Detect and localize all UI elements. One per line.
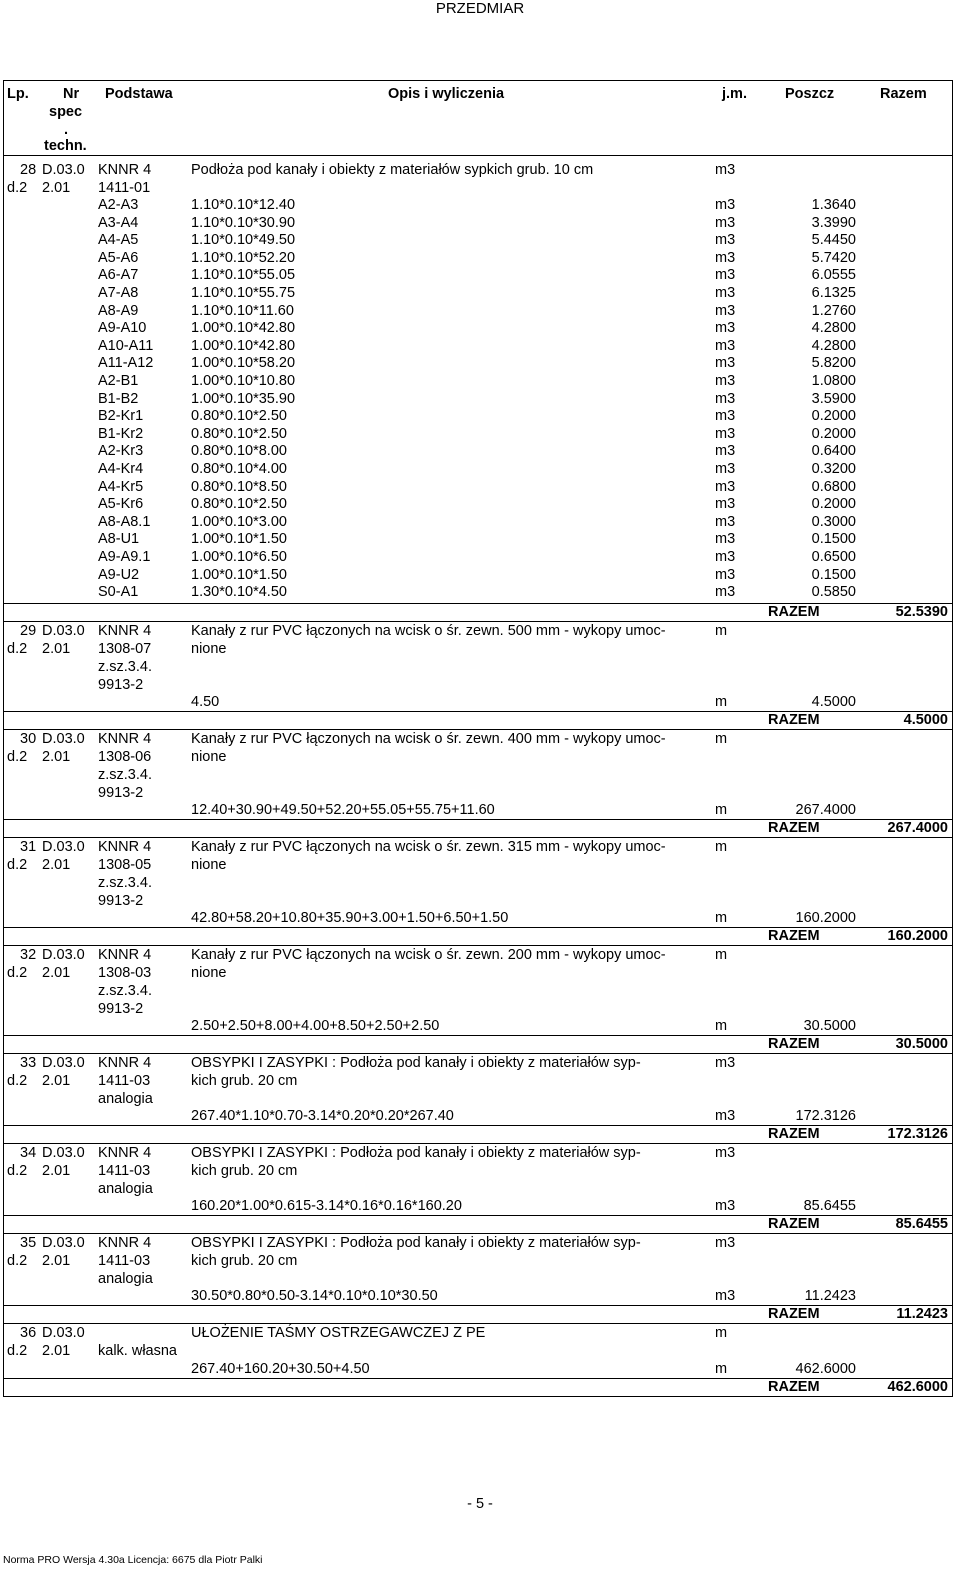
item-expression-jm: m: [715, 1018, 728, 1034]
item-spec: D.03.0: [42, 947, 85, 963]
row-code: B1-Kr2: [98, 426, 144, 442]
row-expression: 1.10*0.10*55.05: [191, 267, 296, 283]
item-lp-sub: d.2: [7, 1343, 28, 1359]
item-spec-sub: 2.01: [42, 749, 71, 765]
item-podstawa-sub: 9913-2: [98, 785, 144, 801]
row-expression: 1.10*0.10*12.40: [191, 197, 296, 213]
item-expression-jm: m3: [715, 1108, 736, 1124]
row-code: A5-A6: [98, 250, 139, 266]
item-opis: OBSYPKI I ZASYPKI : Podłoża pod kanały i obiekty z materiałów syp-: [191, 1235, 641, 1251]
item-opis: Kanały z rur PVC łączonych na wcisk o śr. zewn. 500 mm - wykopy umoc-: [191, 623, 666, 639]
row-expression: 1.00*0.10*6.50: [191, 549, 287, 565]
razem-value: 30.5000: [895, 1036, 948, 1052]
item-spec-sub: 2.01: [42, 857, 71, 873]
row-unit: m3: [715, 408, 736, 424]
row-value: 6.1325: [811, 285, 856, 301]
item-lp-sub: d.2: [7, 749, 28, 765]
item-spec-sub: 2.01: [42, 641, 71, 657]
razem-value: 85.6455: [895, 1216, 948, 1232]
razem-value: 267.4000: [887, 820, 948, 836]
item-expression: 160.20*1.00*0.615-3.14*0.16*0.16*160.20: [191, 1198, 462, 1214]
row-unit: m3: [715, 443, 736, 459]
row-code: A8-U1: [98, 531, 140, 547]
item-divider: [3, 1143, 953, 1144]
item-expression-jm: m: [715, 694, 728, 710]
row-value: 0.3200: [811, 461, 856, 477]
item-jm: m: [715, 731, 728, 747]
item-spec: D.03.0: [42, 162, 85, 178]
row-expression: 1.10*0.10*49.50: [191, 232, 296, 248]
row-unit: m3: [715, 215, 736, 231]
header-divider: [3, 155, 953, 156]
item-expression-jm: m: [715, 1361, 728, 1377]
row-code: A11-A12: [98, 355, 154, 371]
row-unit: m3: [715, 338, 736, 354]
item-podstawa-sub: z.sz.3.4.: [98, 767, 152, 783]
row-value: 0.6500: [811, 549, 856, 565]
item-spec-sub: 2.01: [42, 1163, 71, 1179]
row-unit: m3: [715, 250, 736, 266]
col-lp: Lp.: [7, 86, 29, 102]
item-lp: 35: [20, 1235, 37, 1251]
row-expression: 1.00*0.10*1.50: [191, 531, 287, 547]
item-spec: D.03.0: [42, 1235, 85, 1251]
item-divider: [3, 837, 953, 838]
item-podstawa-sub: 1308-06: [98, 749, 152, 765]
item-jm: m3: [715, 1145, 736, 1161]
row-unit: m3: [715, 303, 736, 319]
item-lp: 30: [20, 731, 37, 747]
item-podstawa-sub: analogia: [98, 1271, 153, 1287]
item-opis-cont: kich grub. 20 cm: [191, 1073, 298, 1089]
row-code: B1-B2: [98, 391, 139, 407]
item-expression-value: 85.6455: [803, 1198, 856, 1214]
row-expression: 1.00*0.10*42.80: [191, 338, 296, 354]
item-expression: 12.40+30.90+49.50+52.20+55.05+55.75+11.60: [191, 802, 495, 818]
item-spec-sub: 2.01: [42, 1253, 71, 1269]
item-podstawa-sub: 1308-07: [98, 641, 152, 657]
col-podstawa: Podstawa: [105, 86, 173, 102]
item-expression-jm: m3: [715, 1288, 736, 1304]
razem-label: RAZEM: [768, 1379, 820, 1395]
row-unit: m3: [715, 355, 736, 371]
razem-label: RAZEM: [768, 604, 820, 620]
col-jm: j.m.: [722, 86, 747, 102]
page-number: - 5 -: [467, 1496, 493, 1512]
row-unit: m3: [715, 267, 736, 283]
item-divider: [3, 729, 953, 730]
item-podstawa-sub: 9913-2: [98, 677, 144, 693]
item-expression-jm: m: [715, 802, 728, 818]
item-opis: UŁOŻENIE TAŚMY OSTRZEGAWCZEJ Z PE: [191, 1325, 486, 1341]
item-expression-value: 172.3126: [795, 1108, 856, 1124]
item-spec-sub: 2.01: [42, 1073, 71, 1089]
item-podstawa-sub: 1411-03: [98, 1163, 151, 1179]
item-jm: m: [715, 623, 728, 639]
row-value: 6.0555: [811, 267, 856, 283]
row-unit: m3: [715, 549, 736, 565]
item-spec: D.03.0: [42, 1145, 85, 1161]
item-lp-sub: d.2: [7, 180, 28, 196]
razem-value: 11.2423: [896, 1306, 948, 1322]
col-poszcz: Poszcz: [785, 86, 835, 102]
row-unit: m3: [715, 391, 736, 407]
row-code: A2-B1: [98, 373, 139, 389]
item-jm: m3: [715, 162, 736, 178]
row-value: 0.2000: [811, 496, 856, 512]
item-opis: Kanały z rur PVC łączonych na wcisk o śr. zewn. 200 mm - wykopy umoc-: [191, 947, 666, 963]
row-value: 3.5900: [811, 391, 856, 407]
item-expression-jm: m3: [715, 1198, 736, 1214]
item-spec: D.03.0: [42, 1325, 85, 1341]
col-nr-spec: spec: [49, 104, 83, 120]
page-header: PRZEDMIAR: [435, 0, 525, 17]
row-code: A9-A10: [98, 320, 147, 336]
razem-value: 160.2000: [887, 928, 948, 944]
item-podstawa-sub: 9913-2: [98, 1001, 144, 1017]
row-expression: 1.00*0.10*3.00: [191, 514, 287, 530]
row-unit: m3: [715, 373, 736, 389]
row-expression: 1.00*0.10*58.20: [191, 355, 296, 371]
razem-label: RAZEM: [768, 1126, 820, 1142]
row-code: B2-Kr1: [98, 408, 144, 424]
item-lp: 34: [20, 1145, 37, 1161]
item-expression: 4.50: [191, 694, 220, 710]
item-lp: 31: [20, 839, 37, 855]
col-nr-dot: .: [64, 122, 69, 138]
row-code: A6-A7: [98, 267, 139, 283]
item-divider: [3, 1233, 953, 1234]
row-code: A9-U2: [98, 567, 140, 583]
item-divider: [3, 1323, 953, 1324]
item-lp-sub: d.2: [7, 1073, 28, 1089]
item-lp: 36: [20, 1325, 37, 1341]
item-podstawa: KNNR 4: [98, 623, 152, 639]
item-lp-sub: d.2: [7, 641, 28, 657]
row-value: 3.3990: [811, 215, 856, 231]
item-podstawa: KNNR 4: [98, 1145, 152, 1161]
item-lp-sub: d.2: [7, 965, 28, 981]
item-expression-value: 160.2000: [795, 910, 856, 926]
row-value: 4.2800: [811, 338, 856, 354]
row-value: 1.0800: [811, 373, 856, 389]
row-expression: 0.80*0.10*4.00: [191, 461, 287, 477]
row-code: A5-Kr6: [98, 496, 144, 512]
row-unit: m3: [715, 426, 736, 442]
row-value: 0.2000: [811, 426, 856, 442]
row-value: 0.5850: [811, 584, 856, 600]
row-unit: m3: [715, 514, 736, 530]
item-podstawa: KNNR 4: [98, 947, 152, 963]
razem-value: 462.6000: [887, 1379, 948, 1395]
row-expression: 0.80*0.10*8.50: [191, 479, 287, 495]
item-spec-sub: 2.01: [42, 1343, 71, 1359]
row-code: A2-A3: [98, 197, 139, 213]
row-code: A8-A8.1: [98, 514, 151, 530]
item-expression-value: 267.4000: [795, 802, 856, 818]
item-jm: m: [715, 839, 728, 855]
row-unit: m3: [715, 285, 736, 301]
row-expression: 1.00*0.10*42.80: [191, 320, 296, 336]
row-expression: 1.10*0.10*52.20: [191, 250, 296, 266]
item-divider: [3, 621, 953, 622]
item-jm: m3: [715, 1055, 736, 1071]
item-spec-sub: 2.01: [42, 965, 71, 981]
item-podstawa-sub: 1411-01: [98, 180, 151, 196]
row-expression: 0.80*0.10*2.50: [191, 426, 287, 442]
col-opis: Opis i wyliczenia: [388, 86, 505, 102]
item-spec: D.03.0: [42, 1055, 85, 1071]
item-podstawa: kalk. własna: [98, 1343, 177, 1359]
row-code: A7-A8: [98, 285, 139, 301]
row-unit: m3: [715, 320, 736, 336]
item-spec: D.03.0: [42, 623, 85, 639]
razem-label: RAZEM: [768, 928, 820, 944]
item-divider: [3, 1053, 953, 1054]
row-code: A4-A5: [98, 232, 139, 248]
row-unit: m3: [715, 197, 736, 213]
item-podstawa-sub: 1411-03: [98, 1253, 151, 1269]
row-unit: m3: [715, 531, 736, 547]
row-code: A8-A9: [98, 303, 139, 319]
item-expression: 30.50*0.80*0.50-3.14*0.10*0.10*30.50: [191, 1288, 438, 1304]
item-opis: Kanały z rur PVC łączonych na wcisk o śr. zewn. 315 mm - wykopy umoc-: [191, 839, 666, 855]
item-opis-cont: nione: [191, 749, 227, 765]
item-expression-value: 4.5000: [811, 694, 856, 710]
razem-label: RAZEM: [768, 1306, 820, 1322]
row-unit: m3: [715, 496, 736, 512]
footer-license: Norma PRO Wersja 4.30a Licencja: 6675 dla Piotr Palki: [3, 1554, 263, 1566]
item-lp-sub: d.2: [7, 1253, 28, 1269]
item-podstawa: KNNR 4: [98, 1235, 152, 1251]
row-value: 0.6800: [811, 479, 856, 495]
item-spec: D.03.0: [42, 839, 85, 855]
item-spec-sub: 2.01: [42, 180, 71, 196]
row-unit: m3: [715, 584, 736, 600]
row-expression: 1.10*0.10*30.90: [191, 215, 296, 231]
row-code: A3-A4: [98, 215, 139, 231]
item-podstawa: KNNR 4: [98, 839, 152, 855]
item-jm: m: [715, 947, 728, 963]
row-value: 1.2760: [811, 303, 856, 319]
row-value: 0.1500: [811, 567, 856, 583]
item-lp: 29: [20, 623, 37, 639]
col-razem: Razem: [880, 86, 927, 102]
item-expression: 267.40+160.20+30.50+4.50: [191, 1361, 370, 1377]
item-podstawa-sub: 1308-03: [98, 965, 152, 981]
item-expression: 42.80+58.20+10.80+35.90+3.00+1.50+6.50+1.50: [191, 910, 509, 926]
row-unit: m3: [715, 461, 736, 477]
row-code: A9-A9.1: [98, 549, 151, 565]
item-expression-value: 462.6000: [795, 1361, 856, 1377]
col-nr: Nr: [63, 86, 80, 102]
row-expression: 1.00*0.10*35.90: [191, 391, 296, 407]
row-value: 0.3000: [811, 514, 856, 530]
item-opis-cont: nione: [191, 641, 227, 657]
item-podstawa: KNNR 4: [98, 1055, 152, 1071]
item-lp: 33: [20, 1055, 37, 1071]
item-expression-jm: m: [715, 910, 728, 926]
item-spec: D.03.0: [42, 731, 85, 747]
row-value: 4.2800: [811, 320, 856, 336]
row-code: A4-Kr4: [98, 461, 144, 477]
item-podstawa-sub: 9913-2: [98, 893, 144, 909]
item-podstawa-sub: z.sz.3.4.: [98, 659, 152, 675]
razem-value: 52.5390: [895, 604, 948, 620]
item-podstawa-sub: z.sz.3.4.: [98, 875, 152, 891]
row-value: 5.4450: [811, 232, 856, 248]
item-lp-sub: d.2: [7, 1163, 28, 1179]
item-opis-cont: kich grub. 20 cm: [191, 1163, 298, 1179]
item-lp-sub: d.2: [7, 857, 28, 873]
row-code: A2-Kr3: [98, 443, 144, 459]
item-lp: 28: [20, 162, 37, 178]
item-podstawa-sub: 1308-05: [98, 857, 152, 873]
row-value: 0.6400: [811, 443, 856, 459]
item-jm: m: [715, 1325, 728, 1341]
item-expression-value: 11.2423: [804, 1288, 856, 1304]
row-unit: m3: [715, 479, 736, 495]
item-expression-value: 30.5000: [803, 1018, 856, 1034]
col-nr-techn: techn.: [44, 138, 87, 154]
row-value: 0.1500: [811, 531, 856, 547]
item-podstawa: KNNR 4: [98, 162, 152, 178]
item-opis: OBSYPKI I ZASYPKI : Podłoża pod kanały i obiekty z materiałów syp-: [191, 1145, 641, 1161]
razem-value: 172.3126: [887, 1126, 948, 1142]
item-opis-cont: kich grub. 20 cm: [191, 1253, 298, 1269]
razem-label: RAZEM: [768, 712, 820, 728]
item-opis: Kanały z rur PVC łączonych na wcisk o śr. zewn. 400 mm - wykopy umoc-: [191, 731, 666, 747]
item-podstawa: KNNR 4: [98, 731, 152, 747]
row-expression: 0.80*0.10*2.50: [191, 408, 287, 424]
razem-label: RAZEM: [768, 1216, 820, 1232]
row-value: 5.8200: [811, 355, 856, 371]
item-lp: 32: [20, 947, 37, 963]
item-podstawa-sub: z.sz.3.4.: [98, 983, 152, 999]
row-expression: 1.10*0.10*55.75: [191, 285, 296, 301]
item-podstawa-sub: analogia: [98, 1181, 153, 1197]
row-expression: 0.80*0.10*8.00: [191, 443, 287, 459]
item-jm: m3: [715, 1235, 736, 1251]
row-expression: 1.30*0.10*4.50: [191, 584, 287, 600]
row-code: S0-A1: [98, 584, 139, 600]
item-podstawa-sub: analogia: [98, 1091, 153, 1107]
row-expression: 1.10*0.10*11.60: [191, 303, 294, 319]
row-code: A4-Kr5: [98, 479, 144, 495]
razem-value: 4.5000: [903, 712, 948, 728]
row-value: 1.3640: [811, 197, 856, 213]
row-value: 5.7420: [811, 250, 856, 266]
row-value: 0.2000: [811, 408, 856, 424]
item-expression: 267.40*1.10*0.70-3.14*0.20*0.20*267.40: [191, 1108, 454, 1124]
row-code: A10-A11: [98, 338, 154, 354]
item-podstawa-sub: 1411-03: [98, 1073, 151, 1089]
item-expression: 2.50+2.50+8.00+4.00+8.50+2.50+2.50: [191, 1018, 440, 1034]
row-unit: m3: [715, 567, 736, 583]
row-expression: 0.80*0.10*2.50: [191, 496, 287, 512]
item-opis-cont: nione: [191, 857, 227, 873]
row-expression: 1.00*0.10*10.80: [191, 373, 296, 389]
item-divider: [3, 945, 953, 946]
razem-label: RAZEM: [768, 820, 820, 836]
item-opis: Podłoża pod kanały i obiekty z materiałów sypkich grub. 10 cm: [191, 162, 594, 178]
item-opis-cont: nione: [191, 965, 227, 981]
row-expression: 1.00*0.10*1.50: [191, 567, 287, 583]
item-opis: OBSYPKI I ZASYPKI : Podłoża pod kanały i obiekty z materiałów syp-: [191, 1055, 641, 1071]
razem-label: RAZEM: [768, 1036, 820, 1052]
row-unit: m3: [715, 232, 736, 248]
